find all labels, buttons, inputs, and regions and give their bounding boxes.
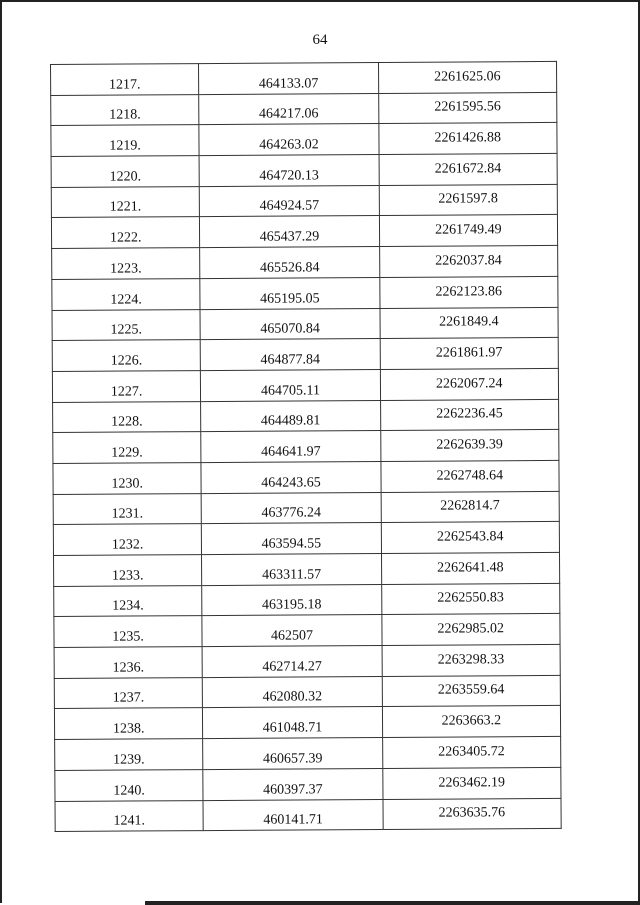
y-coordinate-cell	[379, 153, 558, 185]
point-number-text: 1230.	[111, 476, 144, 492]
point-number-text: 1232.	[111, 537, 144, 553]
x-coordinate-text: 464133.07	[258, 76, 319, 92]
x-coordinate-cell	[202, 584, 381, 616]
x-coordinate-text: 465195.05	[260, 290, 320, 307]
table-row	[54, 614, 560, 648]
point-number-text: 1240.	[113, 782, 145, 799]
y-coordinate-cell	[380, 368, 559, 400]
y-coordinate-text: 2262641.48	[437, 559, 504, 576]
x-coordinate-cell	[203, 799, 382, 831]
point-number-cell	[53, 401, 202, 433]
x-coordinate-text: 464263.02	[259, 137, 319, 153]
y-coordinate-cell	[379, 276, 558, 308]
x-coordinate-cell	[201, 461, 380, 493]
point-number-cell	[51, 94, 200, 126]
table-row	[52, 368, 558, 402]
y-coordinate-text: 2263663.2	[441, 713, 502, 729]
x-coordinate-cell	[202, 646, 381, 678]
point-number-text: 1236.	[112, 660, 145, 676]
table-row	[55, 798, 561, 832]
y-coordinate-text: 2261595.56	[434, 99, 501, 116]
y-coordinate-cell	[382, 706, 561, 738]
y-coordinate-cell	[380, 338, 559, 370]
table-row	[55, 767, 561, 801]
point-number-cell	[54, 585, 203, 617]
table-row	[52, 338, 558, 372]
x-coordinate-cell	[200, 308, 379, 340]
point-number-cell	[52, 370, 201, 402]
x-coordinate-text: 462080.32	[262, 689, 323, 706]
page-number: 64	[312, 32, 328, 48]
y-coordinate-cell	[381, 614, 560, 646]
y-coordinate-cell	[381, 552, 560, 584]
x-coordinate-cell	[199, 124, 378, 156]
point-number-cell	[51, 156, 200, 188]
table-row	[54, 583, 560, 617]
point-number-text: 1222.	[109, 230, 142, 246]
y-coordinate-text: 2261672.84	[434, 160, 502, 177]
point-number-cell	[55, 739, 204, 771]
y-coordinate-cell	[379, 246, 558, 278]
x-coordinate-text: 464217.06	[258, 106, 319, 123]
point-number-text: 1220.	[109, 169, 142, 185]
point-number-text: 1227.	[110, 384, 143, 400]
x-coordinate-text: 464924.57	[259, 198, 320, 215]
y-coordinate-cell	[382, 737, 561, 769]
x-coordinate-cell	[203, 738, 382, 770]
table-row	[53, 430, 559, 464]
y-coordinate-text: 2263462.19	[438, 774, 506, 791]
y-coordinate-text: 2262236.45	[436, 406, 503, 422]
point-number-text: 1228.	[111, 414, 143, 430]
y-coordinate-cell	[378, 61, 557, 93]
x-coordinate-cell	[199, 155, 378, 187]
x-coordinate-text: 464489.81	[260, 413, 321, 429]
y-coordinate-cell	[380, 399, 559, 431]
coordinates-table	[50, 61, 562, 832]
point-number-cell	[52, 248, 201, 280]
x-coordinate-cell	[201, 400, 380, 432]
point-number-cell	[51, 186, 200, 218]
y-coordinate-text: 2262543.84	[436, 529, 504, 545]
y-coordinate-cell	[383, 798, 562, 830]
table-row	[53, 522, 559, 556]
point-number-text: 1226.	[110, 353, 143, 369]
x-coordinate-cell	[202, 553, 381, 585]
x-coordinate-text: 463776.24	[261, 505, 322, 522]
point-number-cell	[54, 616, 203, 648]
x-coordinate-text: 463311.57	[262, 567, 322, 583]
y-coordinate-text: 2261849.4	[439, 314, 499, 330]
point-number-text: 1241.	[113, 813, 146, 829]
y-coordinate-text: 2261749.49	[435, 222, 502, 238]
point-number-cell	[53, 463, 202, 495]
x-coordinate-text: 461048.71	[262, 720, 323, 736]
table-row	[52, 307, 558, 341]
y-coordinate-text: 2261861.97	[435, 345, 503, 361]
x-coordinate-cell	[201, 339, 380, 371]
point-number-cell	[52, 309, 201, 341]
point-number-text: 1225.	[110, 322, 143, 338]
x-coordinate-cell	[201, 492, 380, 524]
table-row	[53, 491, 559, 525]
x-coordinate-text: 460397.37	[263, 781, 323, 798]
point-number-cell	[51, 125, 200, 157]
point-number-text: 1224.	[110, 291, 142, 308]
point-number-text: 1231.	[111, 506, 144, 522]
y-coordinate-cell	[382, 675, 561, 707]
x-coordinate-cell	[199, 93, 378, 125]
y-coordinate-text: 2262037.84	[435, 253, 502, 269]
y-coordinate-text: 2261426.88	[434, 130, 502, 146]
table-row	[53, 399, 559, 433]
point-number-cell	[55, 769, 204, 801]
table-row	[51, 92, 557, 126]
point-number-cell	[51, 64, 200, 96]
x-coordinate-text: 464705.11	[260, 382, 321, 399]
page-frame-bottom	[145, 901, 640, 905]
point-number-cell	[55, 800, 204, 832]
x-coordinate-text: 465526.84	[259, 260, 320, 276]
y-coordinate-cell	[378, 123, 557, 155]
table-row	[52, 276, 558, 310]
y-coordinate-cell	[378, 92, 557, 124]
y-coordinate-cell	[380, 307, 559, 339]
point-number-cell	[54, 677, 203, 709]
x-coordinate-text: 460657.39	[262, 751, 323, 767]
coordinates-table-body	[51, 61, 562, 831]
x-coordinate-cell	[201, 369, 380, 401]
point-number-cell	[53, 493, 202, 525]
table-row	[51, 153, 557, 187]
y-coordinate-cell	[381, 460, 560, 492]
x-coordinate-cell	[200, 216, 379, 248]
point-number-cell	[51, 217, 200, 249]
point-number-text: 1223.	[110, 261, 142, 277]
x-coordinate-cell	[202, 523, 381, 555]
point-number-text: 1217.	[108, 77, 141, 93]
point-number-text: 1238.	[112, 721, 145, 737]
table-row	[55, 737, 561, 771]
y-coordinate-text: 2262550.83	[437, 590, 504, 607]
x-coordinate-cell	[202, 615, 381, 647]
y-coordinate-text: 2262814.7	[440, 498, 500, 514]
table-row	[53, 460, 559, 494]
x-coordinate-text: 460141.71	[263, 812, 323, 828]
x-coordinate-cell	[203, 768, 382, 800]
point-number-cell	[53, 432, 202, 464]
y-coordinate-cell	[380, 430, 559, 462]
y-coordinate-text: 2262067.24	[435, 375, 503, 392]
x-coordinate-text: 464641.97	[261, 444, 321, 460]
y-coordinate-text: 2262639.39	[436, 437, 503, 453]
x-coordinate-text: 465070.84	[260, 321, 320, 337]
x-coordinate-cell	[203, 676, 382, 708]
point-number-cell	[54, 555, 203, 587]
x-coordinate-text: 464877.84	[260, 352, 321, 368]
y-coordinate-cell	[382, 767, 561, 799]
y-coordinate-text: 2263298.33	[437, 651, 505, 668]
x-coordinate-cell	[203, 707, 382, 739]
x-coordinate-cell	[200, 185, 379, 217]
x-coordinate-text: 464243.65	[261, 474, 321, 491]
y-coordinate-cell	[381, 522, 560, 554]
point-number-text: 1219.	[109, 138, 141, 154]
point-number-text: 1234.	[112, 598, 144, 615]
x-coordinate-text: 464720.13	[259, 168, 319, 184]
table-row	[51, 215, 557, 249]
point-number-text: 1239.	[113, 752, 145, 768]
x-coordinate-text: 463195.18	[261, 597, 322, 614]
table-row	[51, 61, 557, 95]
table-row	[54, 706, 560, 740]
table-row	[54, 675, 560, 709]
point-number-text: 1218.	[109, 107, 141, 124]
y-coordinate-text: 2262985.02	[437, 621, 505, 637]
x-coordinate-cell	[200, 277, 379, 309]
y-coordinate-text: 2263405.72	[438, 744, 505, 760]
x-coordinate-cell	[199, 62, 378, 94]
y-coordinate-text: 2261597.8	[438, 191, 498, 208]
point-number-cell	[52, 340, 201, 372]
y-coordinate-text: 2262748.64	[436, 467, 504, 484]
point-number-text: 1221.	[109, 199, 142, 216]
y-coordinate-text: 2262123.86	[435, 283, 503, 300]
x-coordinate-text: 462507	[270, 628, 314, 644]
table-row	[54, 644, 560, 678]
point-number-cell	[54, 708, 203, 740]
x-coordinate-cell	[200, 247, 379, 279]
table-row	[54, 552, 560, 586]
y-coordinate-cell	[381, 491, 560, 523]
y-coordinate-cell	[379, 215, 558, 247]
x-coordinate-text: 462714.27	[262, 659, 322, 675]
y-coordinate-cell	[382, 644, 561, 676]
point-number-text: 1237.	[112, 690, 145, 707]
point-number-cell	[52, 278, 201, 310]
point-number-text: 1235.	[112, 629, 144, 645]
y-coordinate-text: 2263559.64	[437, 682, 505, 699]
x-coordinate-text: 463594.55	[261, 536, 322, 552]
point-number-cell	[54, 647, 203, 679]
x-coordinate-text: 465437.29	[259, 229, 320, 245]
y-coordinate-text: 2263635.76	[438, 805, 506, 821]
x-coordinate-cell	[201, 431, 380, 463]
table-row	[51, 184, 557, 218]
table-row	[52, 246, 558, 280]
table-row	[51, 123, 557, 157]
y-coordinate-text: 2261625.06	[434, 68, 501, 85]
y-coordinate-cell	[381, 583, 560, 615]
point-number-text: 1229.	[111, 445, 143, 461]
y-coordinate-cell	[379, 184, 558, 216]
point-number-cell	[53, 524, 202, 556]
point-number-text: 1233.	[111, 568, 144, 584]
